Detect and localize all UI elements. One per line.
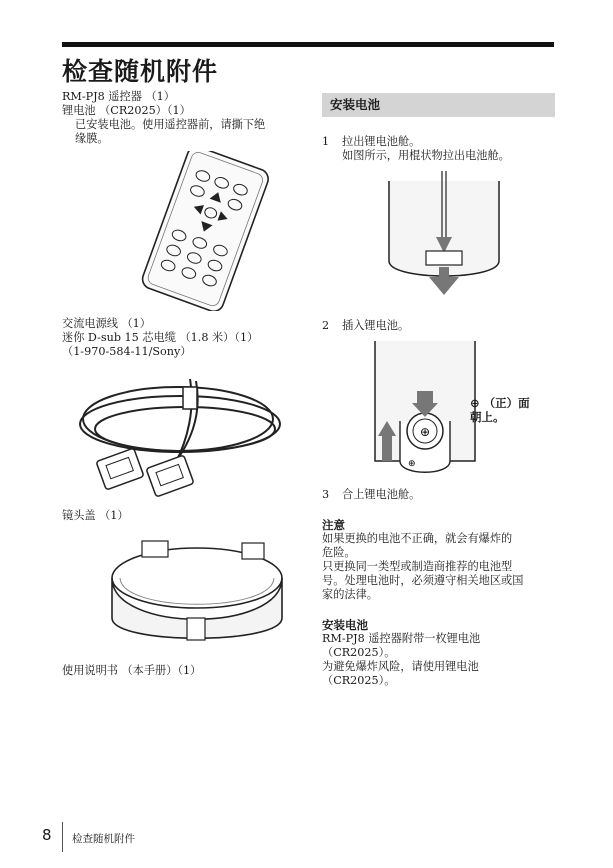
step-3 [322,488,555,502]
insert-battery-illustration [370,341,480,476]
dsub-cable-item: 迷你 D-sub 15 芯电缆 （1.8 米）（1） [62,331,259,344]
accessories-column [62,90,302,678]
step-2-title: 插入锂电池。 [342,319,410,332]
insert-battery-figure [370,341,555,476]
battery-install-column [322,93,555,688]
caution-line2: 危险。 [322,546,356,559]
footer-section-label: 检查随机附件 [72,833,135,845]
battery-note-line1: 已安装电池。使用遥控器前，请撕下绝 [75,118,266,131]
title-rule [62,42,554,47]
step-1-title: 拉出锂电池舱。 [342,135,421,148]
battery-note-line2: 缘膜。 [75,132,109,145]
caution-line3: 只更换同一类型或制造商推荐的电池型 [322,560,513,573]
svg-text:⊕: ⊕ [408,459,416,469]
install-note-heading: 安装电池 [322,618,368,632]
page-title: 检查随机附件 [62,57,219,86]
positive-side-callout [470,396,530,424]
step-3-title: 合上锂电池舱。 [342,488,421,501]
step-2 [322,319,555,333]
lens-cap-illustration [102,533,292,648]
step-3-number: 3 [322,488,330,501]
caution-heading: 注意 [322,518,345,532]
ac-cord-item: 交流电源线 （1） [62,317,151,330]
remote-control-item: RM-PJ8 遥控器 （1） [62,90,175,103]
dsub-part-number: （1-970-584-11/Sony） [62,345,192,358]
pull-battery-tray-illustration [384,171,504,301]
step-1-number: 1 [322,135,330,148]
step-1 [322,135,555,163]
remote-control-illustration [112,151,292,311]
callout-line1: ⊕ （正）面 [470,396,530,410]
step-2-number: 2 [322,319,330,332]
battery-section-heading: 安装电池 [322,93,555,117]
lens-cap-item: 镜头盖 （1） [62,509,129,522]
caution-line1: 如果更换的电池不正确，就会有爆炸的 [322,532,513,545]
caution-line4: 号。处理电池时，必须遵守相关地区或国 [322,574,524,587]
page-number: 8 [42,826,52,844]
caution-line5: 家的法律。 [322,588,378,601]
cable-illustration [70,369,290,499]
install-note-line2: （CR2025）。 [322,646,396,659]
callout-line2: 朝上。 [470,410,505,424]
install-note-line3: 为避免爆炸风险，请使用锂电池 [322,660,479,673]
install-note-line1: RM-PJ8 遥控器附带一枚锂电池 [322,632,481,645]
footer-divider [62,822,63,852]
svg-text:⊕: ⊕ [419,425,431,439]
battery-item: 锂电池 （CR2025）（1） [62,104,191,117]
install-note-line4: （CR2025）。 [322,674,396,687]
step-1-desc: 如图所示，用棍状物拉出电池舱。 [342,149,510,162]
manual-item: 使用说明书 （本手册）（1） [62,664,202,677]
